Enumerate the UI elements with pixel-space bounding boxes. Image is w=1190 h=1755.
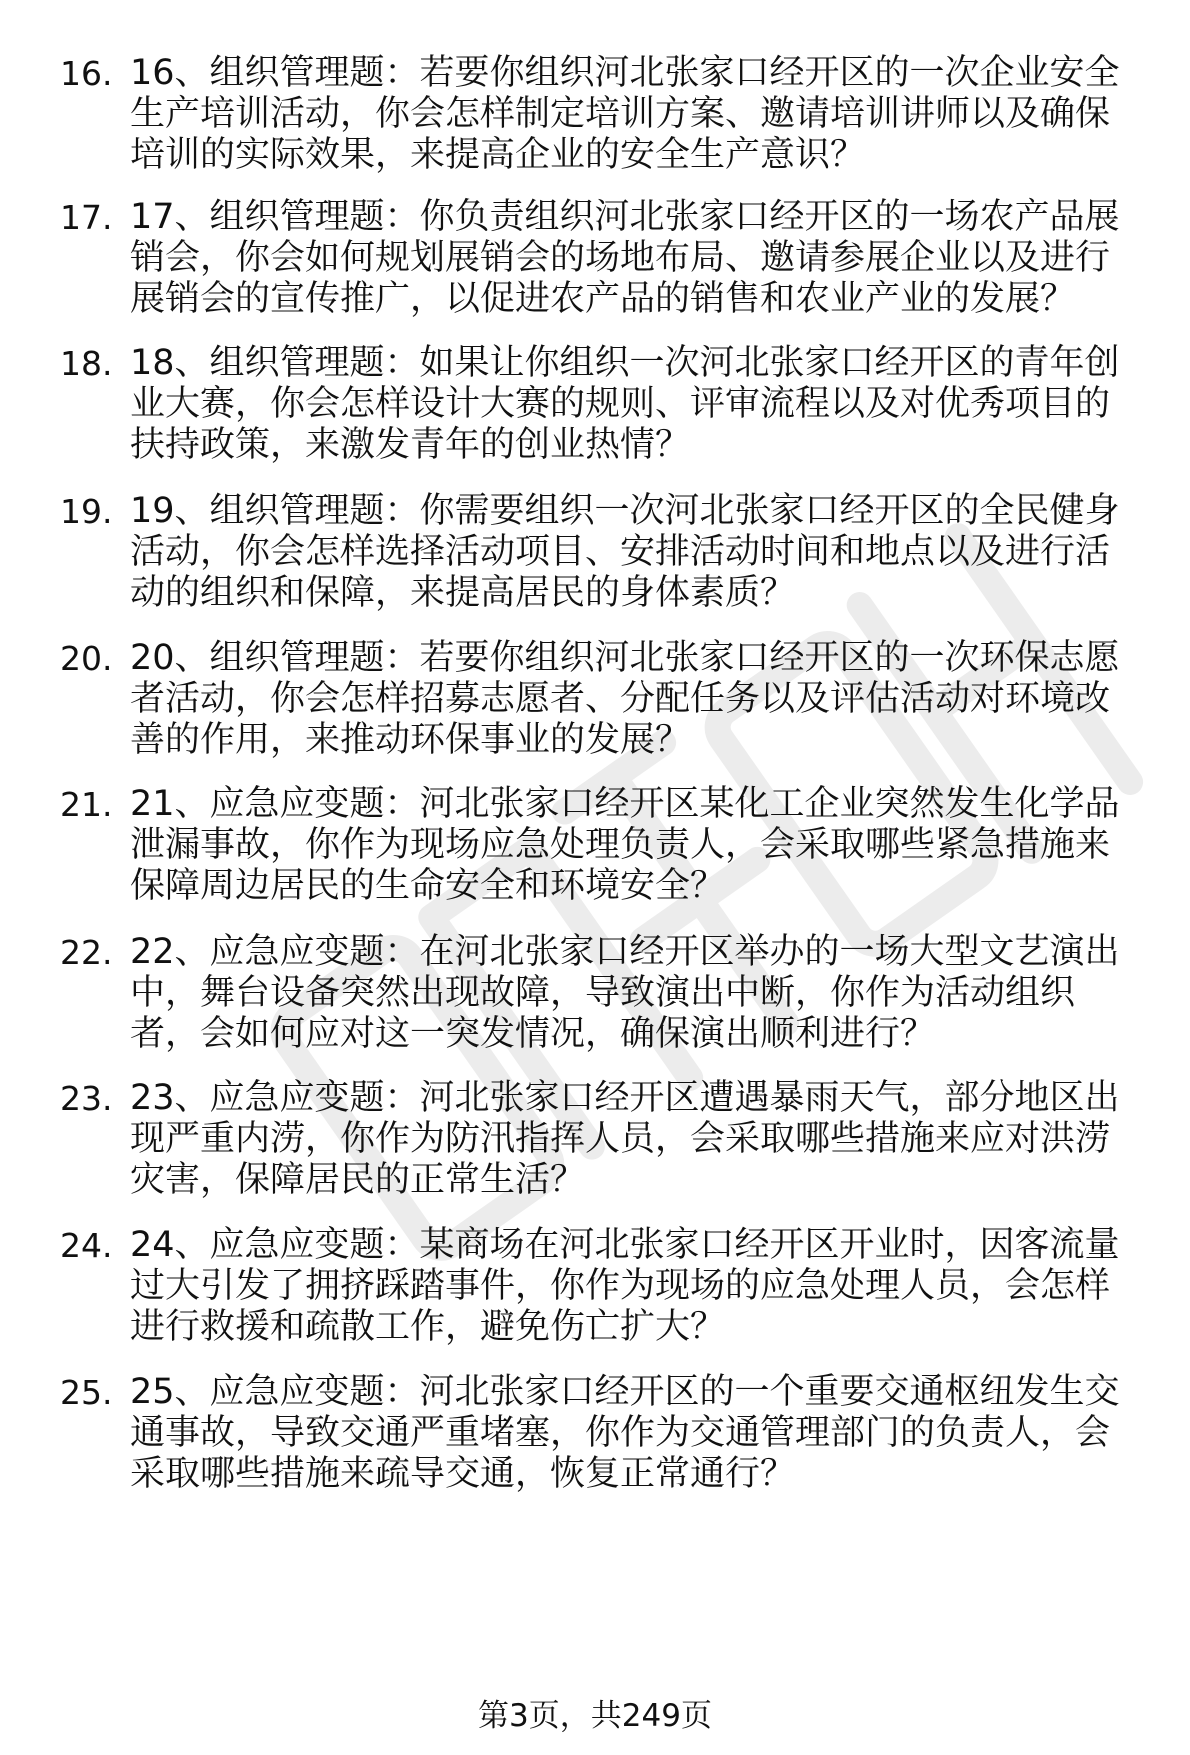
question-line: 25、应急应变题：河北张家口经开区的一个重要交通枢纽发生交 xyxy=(130,1372,1120,1412)
question-number: 17. xyxy=(60,198,113,237)
question-item xyxy=(0,932,1190,1082)
question-item xyxy=(0,1225,1190,1375)
question-line: 扶持政策，来激发青年的创业热情？ xyxy=(130,425,691,465)
question-text xyxy=(130,784,1160,907)
question-item xyxy=(0,784,1190,934)
question-line: 动的组织和保障，来提高居民的身体素质？ xyxy=(130,573,796,613)
question-line: 中，舞台设备突然出现故障，导致演出中断，你作为活动组织 xyxy=(130,973,1076,1013)
question-number: 18. xyxy=(60,344,113,383)
question-item xyxy=(0,197,1190,347)
question-line: 者活动，你会怎样招募志愿者、分配任务以及评估活动对环境改 xyxy=(130,679,1111,719)
question-line: 活动，你会怎样选择活动项目、安排活动时间和地点以及进行活 xyxy=(130,532,1111,572)
question-line: 17、组织管理题：你负责组织河北张家口经开区的一场农产品展 xyxy=(130,197,1120,237)
question-line: 采取哪些措施来疏导交通，恢复正常通行？ xyxy=(130,1454,796,1494)
question-line: 18、组织管理题：如果让你组织一次河北张家口经开区的青年创 xyxy=(130,343,1120,383)
question-item xyxy=(0,53,1190,203)
question-line: 通事故，导致交通严重堵塞，你作为交通管理部门的负责人，会 xyxy=(130,1413,1111,1453)
question-line: 19、组织管理题：你需要组织一次河北张家口经开区的全民健身 xyxy=(130,491,1120,531)
question-number: 22. xyxy=(60,933,113,972)
question-number: 20. xyxy=(60,639,113,678)
question-line: 灾害，保障居民的正常生活？ xyxy=(130,1160,586,1200)
question-line: 泄漏事故，你作为现场应急处理负责人，会采取哪些紧急措施来 xyxy=(130,825,1111,865)
question-text xyxy=(130,53,1160,176)
question-line: 过大引发了拥挤踩踏事件，你作为现场的应急处理人员，会怎样 xyxy=(130,1266,1111,1306)
question-item xyxy=(0,343,1190,493)
question-line: 现严重内涝，你作为防汛指挥人员，会采取哪些措施来应对洪涝 xyxy=(130,1119,1111,1159)
question-line: 保障周边居民的生命安全和环境安全？ xyxy=(130,866,726,906)
question-text xyxy=(130,1078,1160,1201)
question-line: 者，会如何应对这一突发情况，确保演出顺利进行？ xyxy=(130,1014,936,1054)
question-line: 23、应急应变题：河北张家口经开区遭遇暴雨天气，部分地区出 xyxy=(130,1078,1120,1118)
question-line: 业大赛，你会怎样设计大赛的规则、评审流程以及对优秀项目的 xyxy=(130,384,1111,424)
question-line: 销会，你会如何规划展销会的场地布局、邀请参展企业以及进行 xyxy=(130,238,1111,278)
question-text xyxy=(130,1225,1160,1348)
question-text xyxy=(130,491,1160,614)
question-item xyxy=(0,638,1190,788)
question-line: 展销会的宣传推广，以促进农产品的销售和农业产业的发展？ xyxy=(130,279,1076,319)
question-text xyxy=(130,1372,1160,1495)
question-item xyxy=(0,1372,1190,1522)
question-line: 24、应急应变题：某商场在河北张家口经开区开业时，因客流量 xyxy=(130,1225,1120,1265)
question-text xyxy=(130,197,1160,320)
question-text xyxy=(130,343,1160,466)
question-line: 16、组织管理题：若要你组织河北张家口经开区的一次企业安全 xyxy=(130,53,1120,93)
question-line: 22、应急应变题：在河北张家口经开区举办的一场大型文艺演出 xyxy=(130,932,1120,972)
question-number: 24. xyxy=(60,1226,113,1265)
question-item xyxy=(0,1078,1190,1228)
question-line: 培训的实际效果，来提高企业的安全生产意识？ xyxy=(130,135,866,175)
page-number-label: 第3页，共249页 xyxy=(478,1698,712,1734)
question-line: 进行救援和疏散工作，避免伤亡扩大？ xyxy=(130,1307,726,1347)
question-number: 19. xyxy=(60,492,113,531)
question-number: 21. xyxy=(60,785,113,824)
question-line: 善的作用，来推动环保事业的发展？ xyxy=(130,720,691,760)
question-number: 16. xyxy=(60,54,113,93)
question-item xyxy=(0,491,1190,641)
question-number: 25. xyxy=(60,1373,113,1412)
question-text xyxy=(130,932,1160,1055)
question-line: 21、应急应变题：河北张家口经开区某化工企业突然发生化学品 xyxy=(130,784,1120,824)
page-footer xyxy=(0,1696,1190,1736)
question-line: 20、组织管理题：若要你组织河北张家口经开区的一次环保志愿 xyxy=(130,638,1120,678)
question-line: 生产培训活动，你会怎样制定培训方案、邀请培训讲师以及确保 xyxy=(130,94,1111,134)
question-text xyxy=(130,638,1160,761)
question-number: 23. xyxy=(60,1079,113,1118)
